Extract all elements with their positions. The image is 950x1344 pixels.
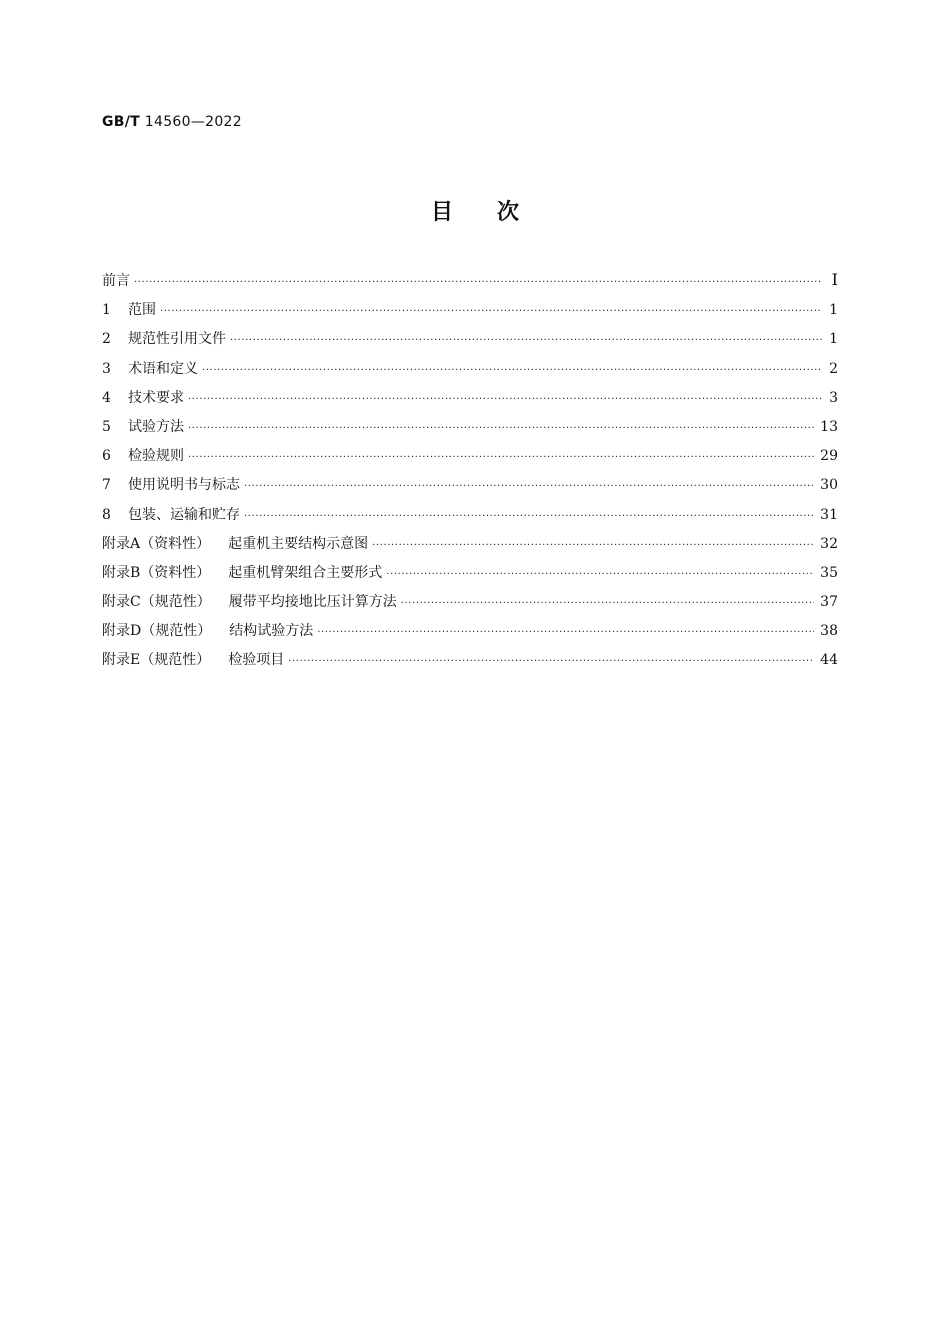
toc-entry-page: 2 <box>829 360 838 377</box>
toc-appendix-prefix: 附录A（资料性） <box>102 535 211 552</box>
toc-entry-appendix-a[interactable] <box>102 533 838 562</box>
standard-number: 14560—2022 <box>144 114 242 130</box>
toc-entry-number: 2 <box>102 331 111 348</box>
toc-entry-label: 起重机臂架组合主要形式 <box>228 564 383 581</box>
toc-entry-7[interactable] <box>102 474 838 503</box>
toc-leader-dots <box>372 540 814 551</box>
toc-entry-8[interactable] <box>102 504 838 533</box>
toc-leader-dots <box>288 656 814 667</box>
toc-entry-label: 试验方法 <box>128 418 184 435</box>
toc-leader-dots <box>188 394 822 405</box>
toc-entry-number: 5 <box>102 418 111 435</box>
toc-entry-page: 31 <box>820 506 838 523</box>
toc-entry-appendix-d[interactable] <box>102 620 838 649</box>
toc-entry-label: 结构试验方法 <box>229 623 314 640</box>
toc-entry-appendix-b[interactable] <box>102 562 838 591</box>
toc-leader-dots <box>401 598 814 609</box>
toc-leader-dots <box>230 335 822 346</box>
toc-entry-number: 4 <box>102 389 111 406</box>
toc-appendix-prefix: 附录C（规范性） <box>102 594 211 611</box>
toc-leader-dots <box>386 569 814 580</box>
toc-entry-page: 1 <box>829 302 838 319</box>
toc-leader-dots <box>244 511 814 522</box>
toc-leader-dots <box>188 423 814 434</box>
toc-leader-dots <box>134 277 822 288</box>
toc-entry-appendix-e[interactable] <box>102 649 838 678</box>
toc-entry-3[interactable] <box>102 358 838 387</box>
standard-prefix: GB/T <box>102 114 141 130</box>
toc-entry-page: Ⅰ <box>831 270 838 289</box>
toc-entry-label: 技术要求 <box>128 389 184 406</box>
toc-entry-page: 44 <box>820 652 838 669</box>
toc-entry-label: 范围 <box>128 302 156 319</box>
toc-entry-number: 8 <box>102 506 111 523</box>
toc-entry-page: 38 <box>820 623 838 640</box>
document-code <box>102 114 242 130</box>
toc-entry-label: 使用说明书与标志 <box>128 477 240 494</box>
toc-appendix-prefix: 附录D（规范性） <box>102 623 212 640</box>
toc-leader-dots <box>202 365 822 376</box>
toc-entry-label: 履带平均接地比压计算方法 <box>228 594 397 611</box>
toc-entry-label: 检验项目 <box>228 652 285 669</box>
toc-entry-label: 检验规则 <box>128 448 184 465</box>
toc-entry-number: 3 <box>102 360 111 377</box>
toc-entry-page: 1 <box>829 331 838 348</box>
toc-entry-number: 7 <box>102 477 111 494</box>
toc-entry-1[interactable] <box>102 299 838 328</box>
toc-leader-dots <box>160 306 822 317</box>
toc-appendix-prefix: 附录B（资料性） <box>102 564 211 581</box>
toc-appendix-prefix: 附录E（规范性） <box>102 652 211 669</box>
toc-title: 目次 <box>430 200 563 225</box>
toc-entry-2[interactable] <box>102 328 838 357</box>
toc-entry-page: 13 <box>820 418 838 435</box>
toc-entry-label: 起重机主要结构示意图 <box>228 535 369 552</box>
toc-entry-label: 规范性引用文件 <box>128 331 226 348</box>
toc-leader-dots <box>188 452 814 463</box>
toc-entry-label: 前言 <box>102 273 130 289</box>
toc-entry-number: 1 <box>102 302 111 319</box>
toc-entry-foreword[interactable] <box>102 270 838 299</box>
toc-entry-4[interactable] <box>102 387 838 416</box>
toc-leader-dots <box>317 627 814 638</box>
toc-entry-page: 30 <box>820 477 838 494</box>
toc-entry-page: 32 <box>820 535 838 552</box>
toc-leader-dots <box>244 481 814 492</box>
toc-entry-page: 35 <box>820 564 838 581</box>
toc-entry-number: 6 <box>102 448 111 465</box>
toc-entry-5[interactable] <box>102 416 838 445</box>
toc-entry-label: 术语和定义 <box>128 360 198 377</box>
toc-entry-appendix-c[interactable] <box>102 591 838 620</box>
toc-entry-page: 29 <box>820 448 838 465</box>
toc-entry-page: 37 <box>820 594 838 611</box>
toc-entry-page: 3 <box>829 389 838 406</box>
toc-entry-label: 包装、运输和贮存 <box>128 506 240 523</box>
toc-entry-6[interactable] <box>102 445 838 474</box>
toc-list <box>102 270 838 679</box>
